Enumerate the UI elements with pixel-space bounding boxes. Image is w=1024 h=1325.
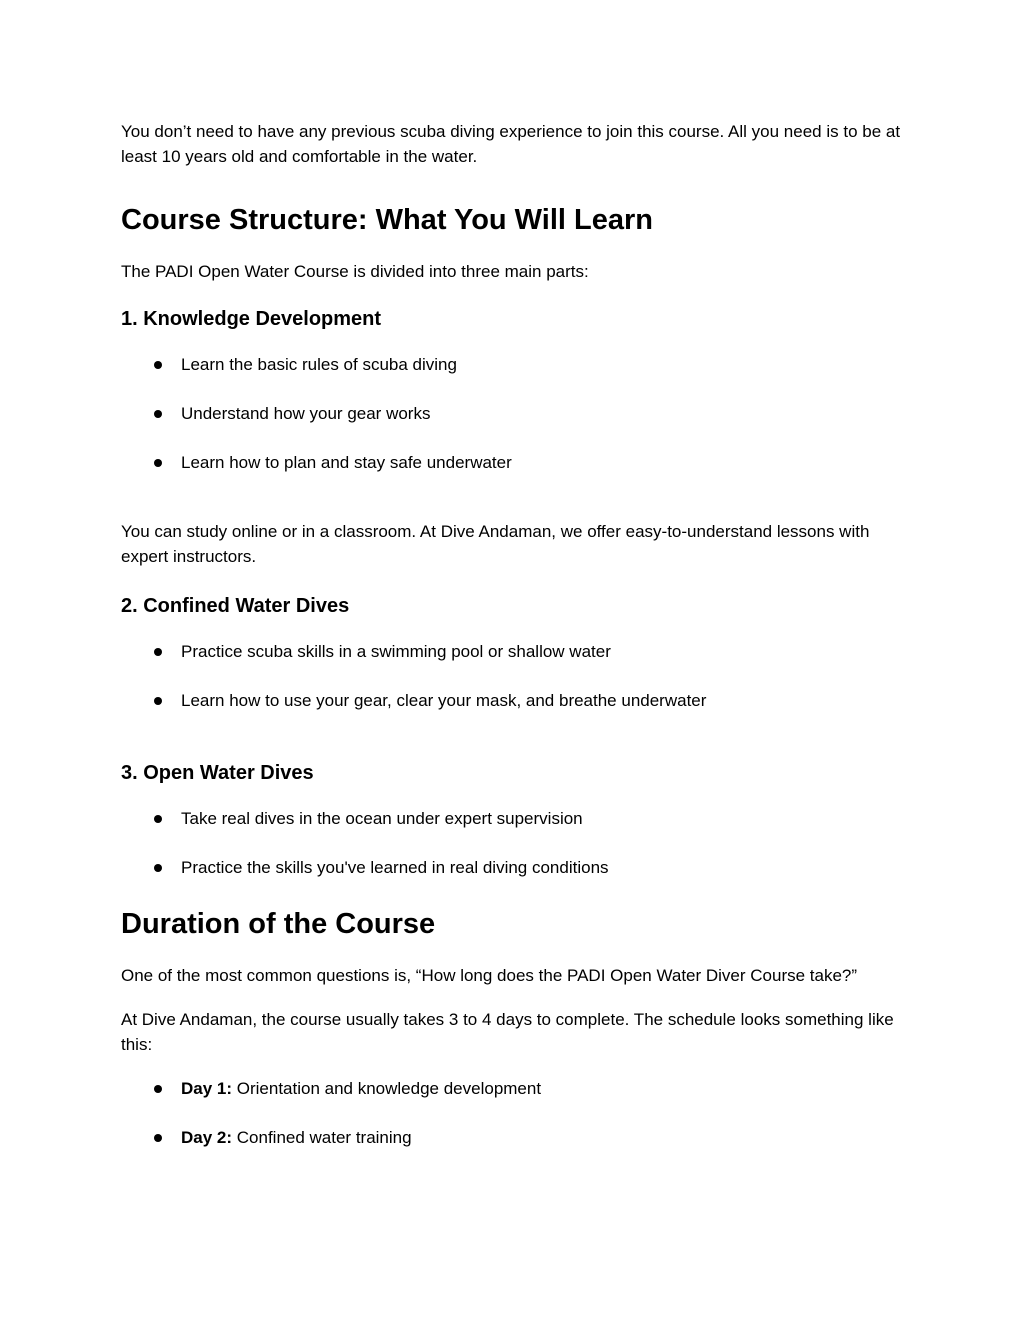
schedule-intro-paragraph: At Dive Andaman, the course usually takes 3 to 4 days to complete. The schedule looks something like this: — [121, 1010, 894, 1054]
bullet-icon — [154, 459, 162, 467]
bullet-icon — [154, 697, 162, 705]
course-structure-heading: Course Structure: What You Will Learn — [121, 204, 653, 236]
duration-question-paragraph: One of the most common questions is, “How long does the PADI Open Water Diver Course take?” — [121, 966, 858, 985]
open-water-list — [121, 806, 911, 880]
confined-water-heading: 2. Confined Water Dives — [121, 595, 350, 617]
list-item: Learn how to use your gear, clear your mask, and breathe underwater — [121, 688, 911, 713]
bullet-icon — [154, 864, 162, 872]
knowledge-development-heading: 1. Knowledge Development — [121, 308, 382, 330]
list-item: Learn how to plan and stay safe underwater — [121, 450, 911, 475]
open-water-heading: 3. Open Water Dives — [121, 762, 314, 784]
list-item: Take real dives in the ocean under expert supervision — [121, 806, 911, 831]
bullet-icon — [154, 1085, 162, 1093]
bullet-icon — [154, 815, 162, 823]
list-item — [121, 1076, 911, 1101]
confined-water-list — [121, 639, 911, 713]
list-item: Practice the skills you've learned in real diving conditions — [121, 855, 911, 880]
list-item: Understand how your gear works — [121, 401, 911, 426]
study-options-paragraph: You can study online or in a classroom. At Dive Andaman, we offer easy-to-understand lessons with expert instructors. — [121, 522, 870, 566]
course-structure-intro: The PADI Open Water Course is divided into three main parts: — [121, 262, 589, 281]
day-description: Orientation and knowledge development — [232, 1079, 542, 1098]
document-page — [121, 119, 911, 1150]
list-item: Learn the basic rules of scuba diving — [121, 352, 911, 377]
duration-heading: Duration of the Course — [121, 908, 436, 940]
bullet-icon — [154, 410, 162, 418]
day-label: Day 1: — [181, 1079, 233, 1098]
list-item: Practice scuba skills in a swimming pool or shallow water — [121, 639, 911, 664]
list-item — [121, 1125, 911, 1150]
bullet-icon — [154, 361, 162, 369]
day-description: Confined water training — [232, 1128, 412, 1147]
bullet-icon — [154, 648, 162, 656]
schedule-list — [121, 1076, 911, 1150]
day-label: Day 2: — [181, 1128, 233, 1147]
bullet-icon — [154, 1134, 162, 1142]
intro-paragraph: You don’t need to have any previous scuba diving experience to join this course. All you need is to be at least 10 years old and comfortable in the water. — [121, 122, 901, 166]
knowledge-development-list — [121, 352, 911, 475]
